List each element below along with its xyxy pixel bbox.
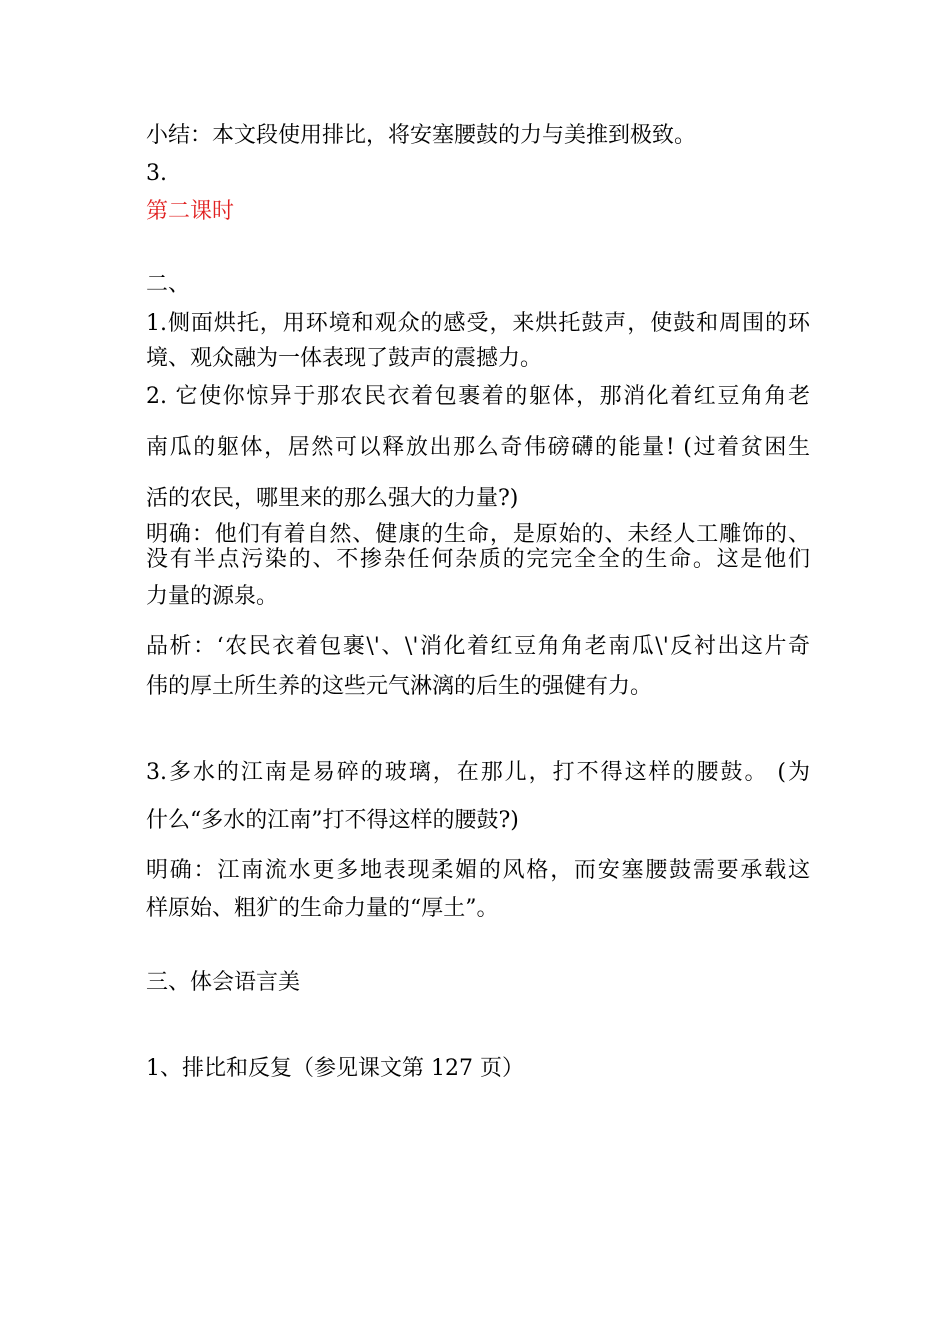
answer-2-line-2: 样原始、粗犷的生命力量的“厚土”。 xyxy=(146,896,499,921)
analysis-line-2: 伟的厚土所生养的这些元气淋漓的后生的强健有力。 xyxy=(146,674,653,699)
section-two-heading: 二、 xyxy=(146,272,191,297)
summary-line: 小结：本文段使用排比，将安塞腰鼓的力与美推到极致。 xyxy=(146,123,697,148)
answer-1-line-2: 没有半点污染的、不掺杂任何杂质的完完全全的生命。这是他们 xyxy=(146,547,810,572)
answer-2-line-1: 明确：江南流水更多地表现柔媚的风格，而安塞腰鼓需要承载这 xyxy=(146,858,810,883)
paragraph-3-line-1: 3.多水的江南是易碎的玻璃，在那儿，打不得这样的腰鼓。 (为 xyxy=(146,760,810,785)
lesson-heading: 第二课时 xyxy=(146,199,235,224)
section-three-heading: 三、体会语言美 xyxy=(146,970,301,995)
item-number-3: 3. xyxy=(146,161,167,186)
paragraph-3-line-2: 什么“多水的江南”打不得这样的腰鼓?) xyxy=(146,808,519,833)
analysis-line-1: 品析：‘农民衣着包裹\'、\'消化着红豆角角老南瓜\'反衬出这片奇 xyxy=(146,634,810,659)
paragraph-1-line-1: 1.侧面烘托，用环境和观众的感受，来烘托鼓声，使鼓和周围的环 xyxy=(146,311,810,336)
answer-1-line-1: 明确：他们有着自然、健康的生命，是原始的、未经人工雕饰的、 xyxy=(146,522,810,547)
subsection-1-heading: 1、排比和反复（参见课文第 127 页） xyxy=(146,1056,524,1081)
paragraph-1-line-2: 境、观众融为一体表现了鼓声的震撼力。 xyxy=(146,346,543,371)
answer-1-line-3: 力量的源泉。 xyxy=(146,584,279,609)
paragraph-2-line-3: 活的农民，哪里来的那么强大的力量?) xyxy=(146,486,519,511)
paragraph-2-line-1: 2. 它使你惊异于那农民衣着包裹着的躯体，那消化着红豆角角老 xyxy=(146,384,810,409)
paragraph-2-line-2: 南瓜的躯体，居然可以释放出那么奇伟磅礴的能量! (过着贫困生 xyxy=(146,435,810,460)
